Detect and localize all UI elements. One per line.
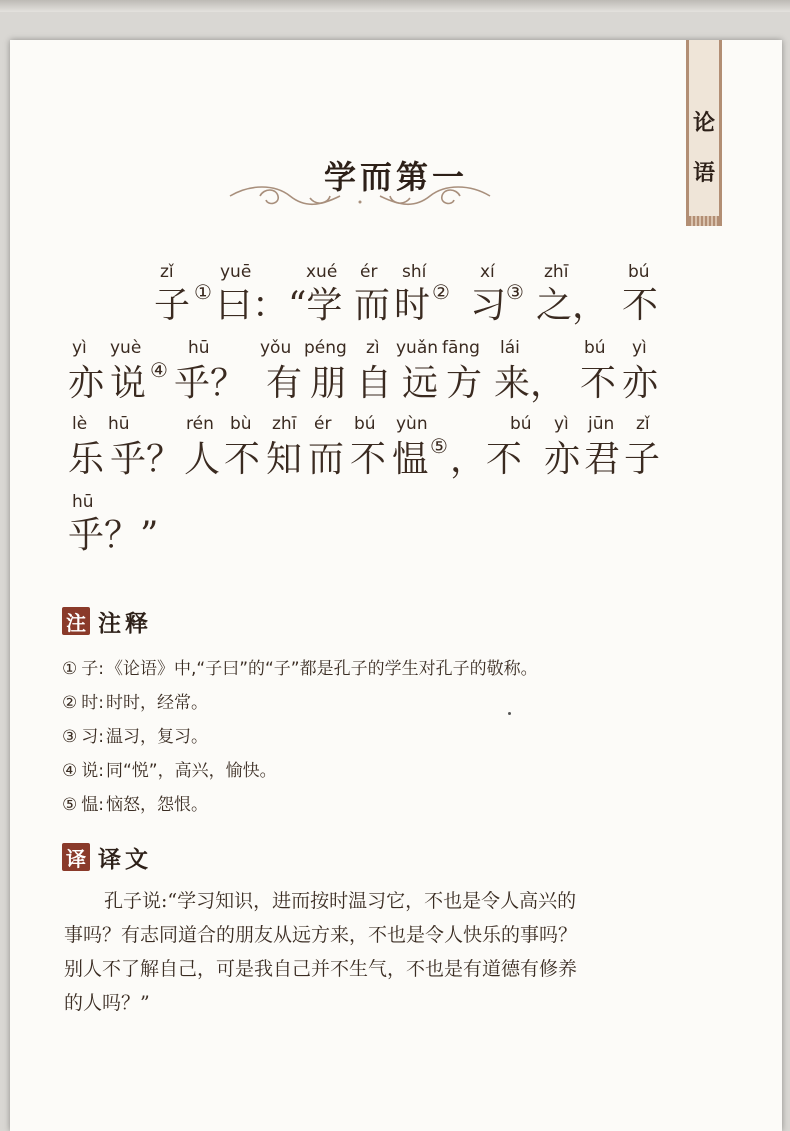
pinyin: yì [632, 338, 647, 358]
pinyin: yǒu [260, 338, 292, 358]
pinyin: yuǎn [396, 338, 439, 358]
annotation-term: 愠: [81, 795, 104, 815]
hanzi: 不 [350, 439, 387, 480]
hanzi: 子 [154, 285, 191, 326]
hanzi: 乐 [68, 439, 105, 480]
hanzi: 曰： [216, 285, 289, 326]
annotation-number: ① [62, 659, 78, 679]
pinyin: bú [510, 414, 532, 434]
annotation-item [62, 688, 208, 713]
annotation-term: 习: [81, 727, 104, 747]
hanzi: 不 [622, 285, 659, 326]
translation-seal-icon: 译 [62, 843, 90, 871]
pinyin: yuè [110, 338, 142, 358]
pinyin: zhī [272, 414, 297, 434]
hanzi: 子 [624, 439, 661, 480]
note-marker: ③ [506, 280, 524, 304]
hanzi: 时 [394, 285, 431, 326]
top-strip [0, 0, 790, 12]
hanzi: 亦 [544, 439, 581, 480]
translation-label: 译文 [98, 845, 152, 873]
pinyin: xué [306, 262, 338, 282]
hanzi: 方 [446, 363, 483, 404]
chapter-title: 学而第一 [323, 158, 468, 196]
hanzi: 乎？ [174, 363, 247, 404]
hanzi: 而 [354, 285, 391, 326]
side-tab-char: 语 [692, 160, 715, 186]
annotation-term: 子: [81, 659, 104, 679]
annotation-item [62, 756, 277, 781]
pinyin: ér [360, 262, 378, 282]
pinyin: lè [72, 414, 88, 434]
hanzi: 不 [224, 439, 261, 480]
translation-heading [62, 842, 152, 872]
pinyin: xí [480, 262, 495, 282]
annotation-text: 《论语》中,“子曰”的“子”都是孔子的学生对孔子的敬称。 [105, 659, 538, 679]
pinyin: yùn [396, 414, 428, 434]
pinyin: zhī [544, 262, 569, 282]
hanzi: 来， [494, 363, 567, 404]
annotation-number: ② [62, 693, 78, 713]
hanzi: 人 [184, 439, 221, 480]
pinyin: hū [108, 414, 130, 434]
annotations-label: 注释 [98, 609, 152, 637]
pinyin: zì [366, 338, 380, 358]
hanzi: 之， [536, 285, 609, 326]
hanzi: 亦 [68, 363, 105, 404]
pinyin: jūn [588, 414, 615, 434]
pinyin: bú [628, 262, 650, 282]
annotation-item [62, 790, 208, 815]
book-page [10, 40, 782, 1131]
translation-line: 别人不了解自己，可是我自己并不生气，不也是有道德有修养 [64, 958, 578, 980]
pinyin: yuē [220, 262, 252, 282]
hanzi: 远 [402, 363, 439, 404]
pinyin: yì [72, 338, 87, 358]
pinyin: hū [72, 492, 94, 512]
translation-line: 孔子说:“学习知识，进而按时温习它，不也是令人高兴的 [104, 890, 577, 912]
pinyin: hū [188, 338, 210, 358]
pinyin: yì [554, 414, 569, 434]
pinyin: bù [230, 414, 252, 434]
annotation-number: ③ [62, 727, 78, 747]
pinyin: ér [314, 414, 332, 434]
print-speck [508, 712, 511, 715]
annotation-text: 同“悦”，高兴，愉快。 [105, 761, 277, 781]
annotation-item [62, 722, 208, 747]
verse-block [10, 40, 782, 640]
hanzi: 知 [266, 439, 303, 480]
annotation-text: 温习，复习。 [105, 727, 208, 747]
pinyin: fāng [442, 338, 480, 358]
annotation-text: 恼怒，怨恨。 [105, 795, 208, 815]
annotation-term: 时: [81, 693, 104, 713]
hanzi: 乎？ [110, 439, 183, 480]
pinyin: zǐ [160, 262, 174, 282]
hanzi: 而 [308, 439, 345, 480]
pinyin: lái [500, 338, 520, 358]
annotations-heading [62, 606, 152, 636]
pinyin: bú [354, 414, 376, 434]
hanzi: 愠 [392, 439, 429, 480]
hanzi: 有 [266, 363, 303, 404]
annotation-number: ⑤ [62, 795, 78, 815]
hanzi: 乎？” [68, 515, 159, 556]
hanzi: 自 [356, 363, 393, 404]
annotation-number: ④ [62, 761, 78, 781]
translation-line: 事吗？有志同道合的朋友从远方来，不也是令人快乐的事吗？ [64, 924, 578, 946]
hanzi: ，不 [450, 439, 523, 480]
annotation-text: 时时，经常。 [105, 693, 208, 713]
note-marker: ② [432, 280, 450, 304]
note-marker: ① [194, 280, 212, 304]
hanzi: 君 [584, 439, 621, 480]
hanzi: 说 [110, 363, 147, 404]
annotation-term: 说: [81, 761, 104, 781]
annotation-item [62, 654, 538, 679]
hanzi: 习 [470, 285, 507, 326]
note-marker: ⑤ [430, 434, 448, 458]
hanzi: 朋 [310, 363, 347, 404]
pinyin: rén [186, 414, 214, 434]
pinyin: zǐ [636, 414, 650, 434]
hanzi: 亦 [622, 363, 659, 404]
pinyin: shí [402, 262, 427, 282]
side-tab-char: 论 [692, 110, 715, 136]
hanzi: 不 [580, 363, 617, 404]
translation-line: 的人吗？” [64, 992, 150, 1014]
pinyin: péng [304, 338, 347, 358]
note-marker: ④ [150, 358, 168, 382]
pinyin: bú [584, 338, 606, 358]
annotations-seal-icon: 注 [62, 607, 90, 635]
hanzi: “学 [288, 285, 343, 326]
